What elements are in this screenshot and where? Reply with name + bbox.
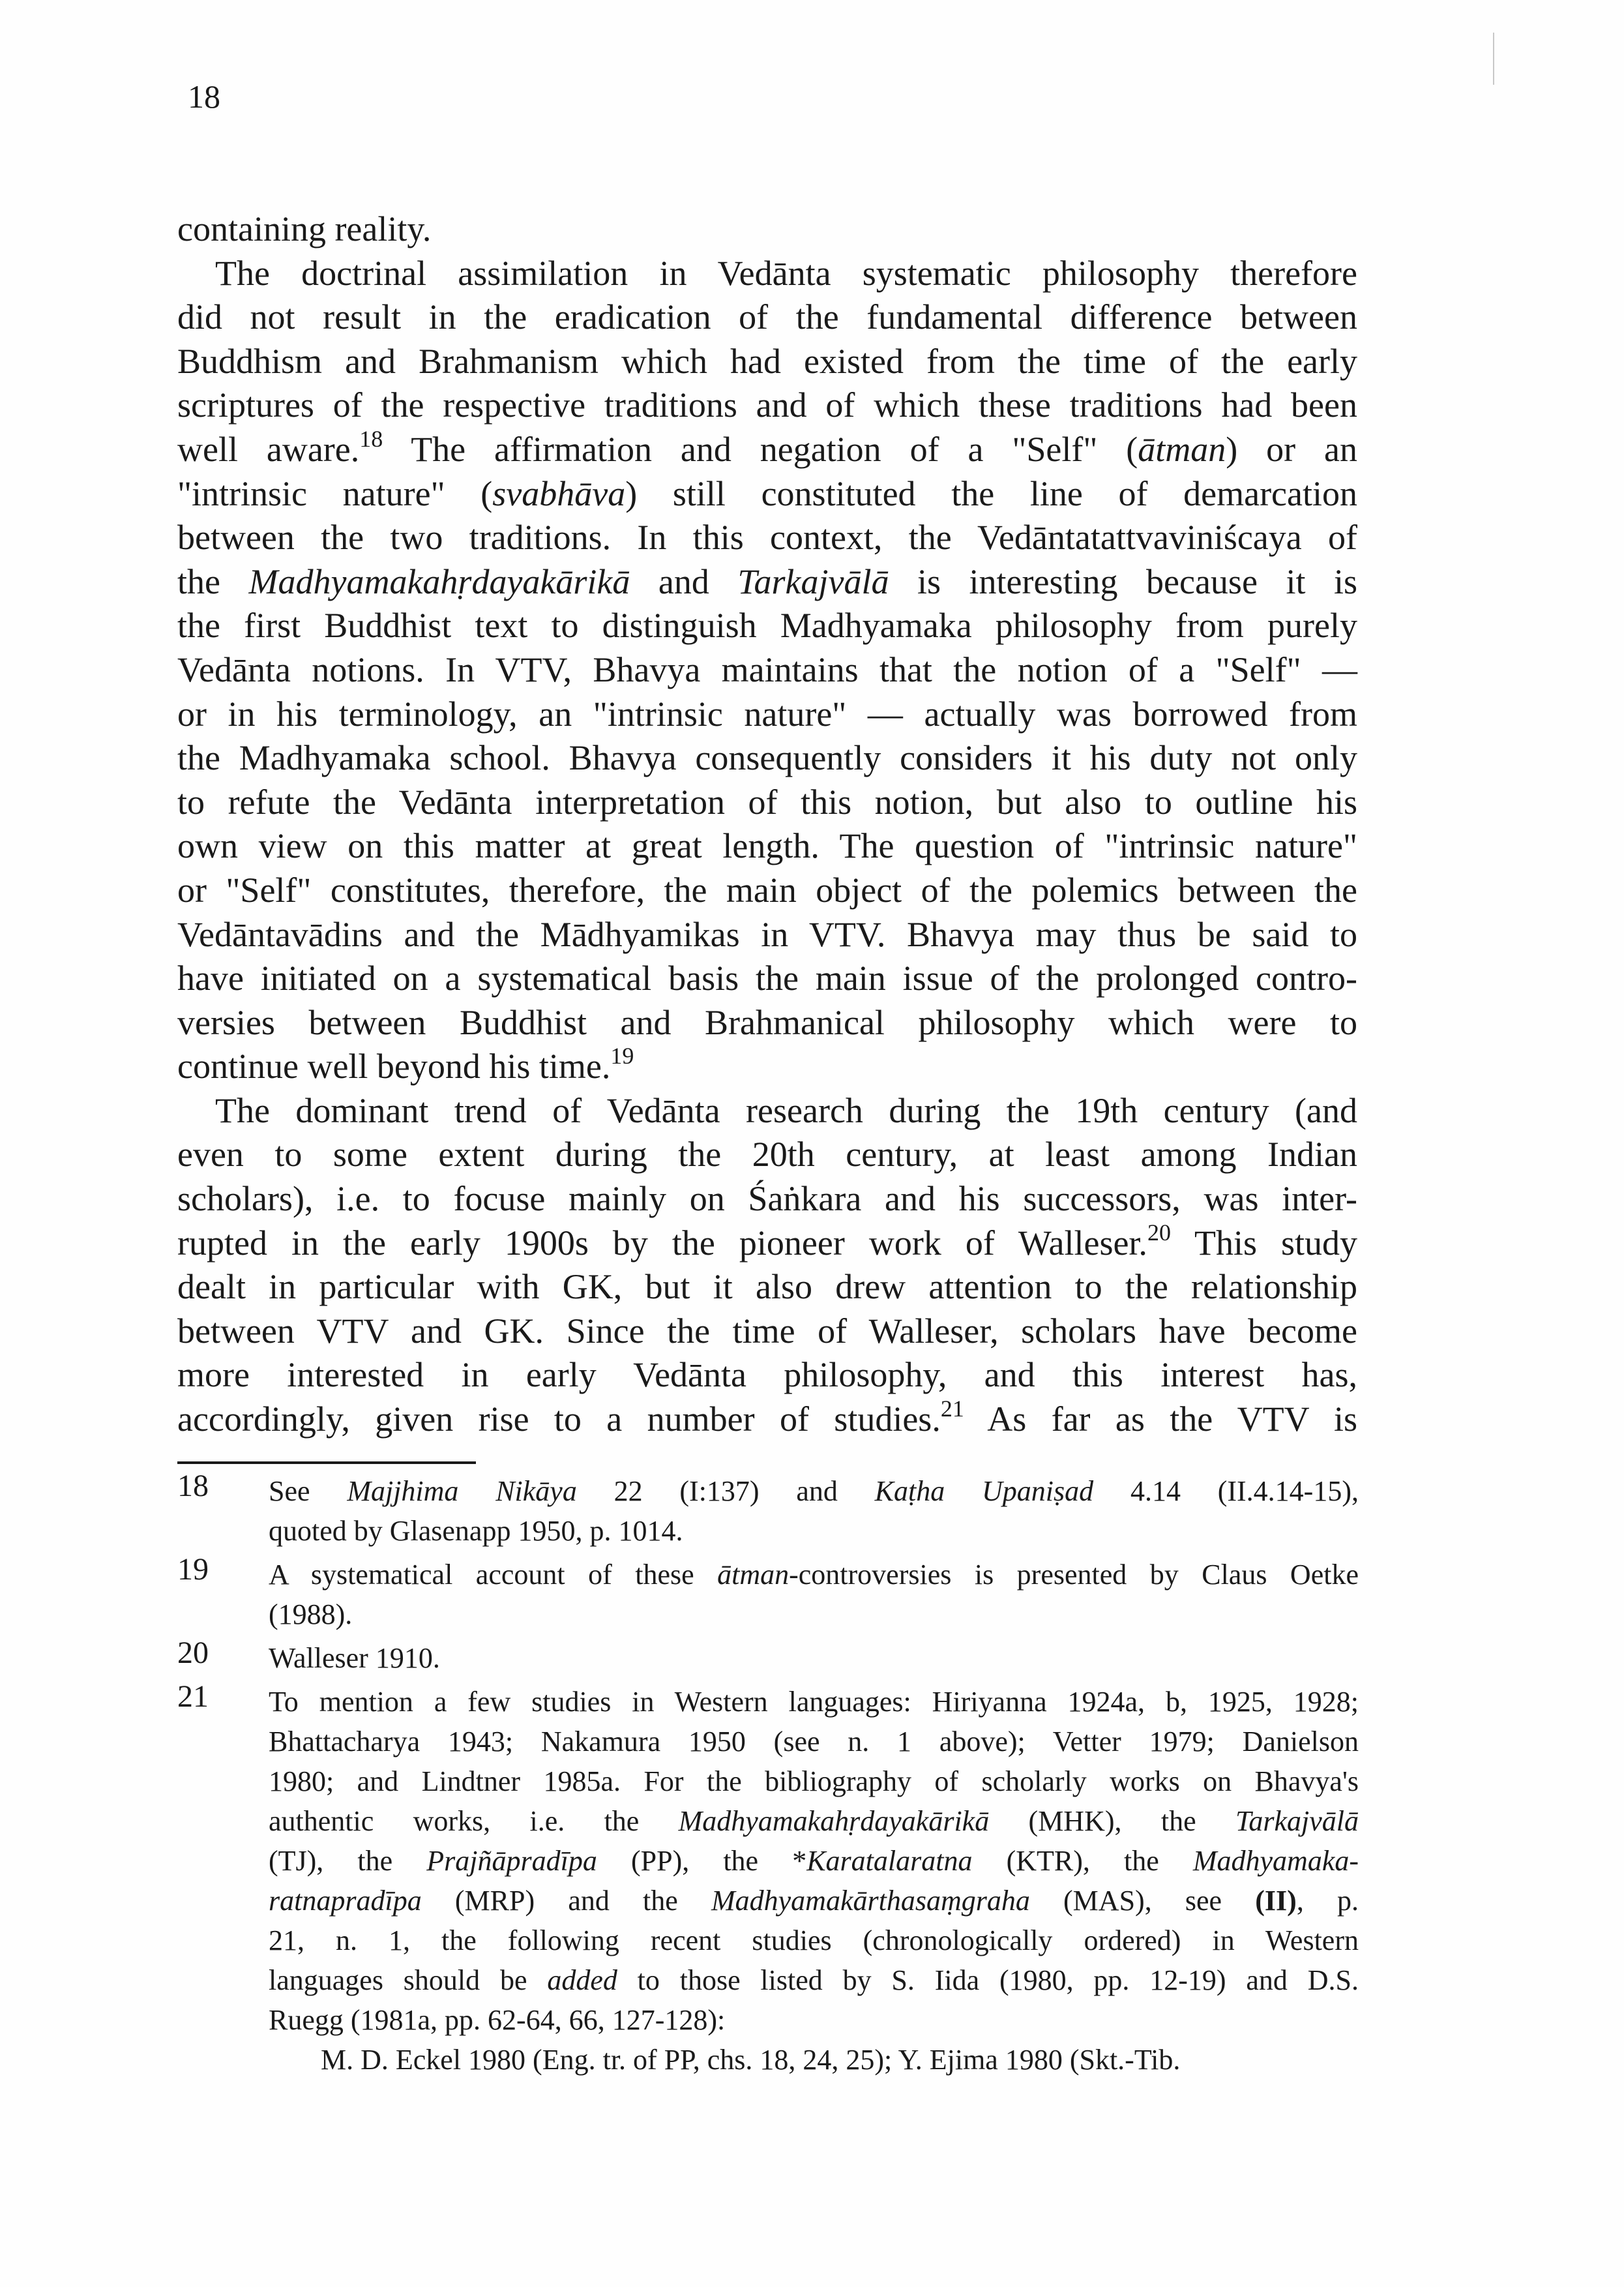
footnote-ref[interactable]: 21 — [940, 1396, 964, 1422]
footnote-text: See Majjhima Nikāya 22 (I:137) and Kaṭha Upaniṣad 4.14 (II.4.14-15), quoted by Glasenapp 1950, p. 1014. — [269, 1475, 1359, 1547]
footnote-ref[interactable]: 19 — [610, 1043, 634, 1069]
body-line: between the two traditions. In this context, the Vedāntatattvaviniścaya of — [177, 518, 1357, 558]
body-text — [177, 207, 1357, 1442]
body-line: Buddhism and Brahmanism which had existed from the time of the early — [177, 341, 1357, 381]
footnote-number: 18 — [177, 1469, 209, 1503]
body-line: well aware.$^{18}$ The affirmation and negation of a "Self" (ātman) or an — [177, 425, 1358, 469]
body-line: Vedānta notions. In VTV, Bhavya maintains that the notion of a "Self" — — [177, 650, 1357, 689]
body-line: scholars), i.e. to focuse mainly on Śaṅkara and his successors, was inter- — [177, 1179, 1357, 1219]
body-line: "intrinsic nature" (svabhāva) still constituted the line of demarcation — [177, 473, 1357, 513]
body-line: Vedāntavādins and the Mādhyamikas in VTV. Bhavya may thus be said to — [177, 914, 1357, 954]
body-line: versies between Buddhist and Brahmanical philosophy which were to — [177, 1002, 1357, 1042]
footnote-number: 19 — [177, 1552, 209, 1587]
body-line: the Madhyamakahṛdayakārikā and Tarkajvālā is interesting because it is — [177, 561, 1357, 601]
body-line: more interested in early Vedānta philosophy, and this interest has, — [177, 1355, 1357, 1395]
footnote-divider — [177, 1461, 476, 1464]
footnote-text: To mention a few studies in Western languages: Hiriyanna 1924a, b, 1925, 1928; Bhattacharya 1943; Nakamura 1950 (see n. 1 above); Vetter 1979; Danielson 1980; and Lindtner 1985a. For the bibliography of scholarly works on Bhavya's authentic works, i.e. the Madhyamakahṛdayakārikā (MHK), the Tarkajvālā (TJ), the Prajñāpradīpa (PP), the *Karatalaratna (KTR), the Madhyamaka- ratnapradīpa (MRP) and the Madhyamakārthasaṃgraha (MAS), see (II), p. 21, n. 1, the following recent studies (chronologically ordered) in Western languages should be added to those listed by S. Iida (1980, pp. 12-19) and D.S. Ruegg (1981a, pp. 62-64, 66, 127-128): M. D. Eckel 1980 (Eng. tr. of PP, chs. 18, 24, 25); Y. Ejima 1980 (Skt.-Tib. — [269, 1686, 1359, 2076]
footnote-ref[interactable]: 18 — [359, 425, 383, 452]
footnote-number: 21 — [177, 1679, 209, 1714]
body-line: dealt in particular with GK, but it also drew attention to the relationship — [177, 1267, 1357, 1307]
footnote-text: A systematical account of these ātman-controversies is presented by Claus Oetke (1988). — [269, 1559, 1359, 1630]
scan-artifact — [1493, 33, 1494, 85]
body-line: did not result in the eradication of the fundamental difference between — [177, 297, 1357, 337]
body-line: between VTV and GK. Since the time of Walleser, scholars have become — [177, 1311, 1357, 1351]
footnote-18 — [177, 1471, 1359, 1551]
body-line: The dominant trend of Vedānta research during the 19th century (and — [215, 1090, 1357, 1130]
body-line: own view on this matter at great length. The question of "intrinsic nature" — [177, 826, 1357, 866]
body-line: rupted in the early 1900s by the pioneer work of Walleser.$^{20}$ This study — [177, 1219, 1358, 1263]
footnote-21 — [177, 1679, 1359, 2080]
body-line: the Madhyamaka school. Bhavya consequently considers it his duty not only — [177, 738, 1357, 778]
footnotes — [177, 1471, 1359, 2084]
body-line: containing reality. — [177, 209, 432, 248]
footnote-20 — [177, 1638, 1359, 1678]
footnote-text: Walleser 1910. — [269, 1642, 440, 1674]
body-line: continue well beyond his time.$^{19}$ — [177, 1043, 634, 1086]
body-line: to refute the Vedānta interpretation of this notion, but also to outline his — [177, 782, 1357, 822]
body-line: the first Buddhist text to distinguish Madhyamaka philosophy from purely — [177, 606, 1357, 646]
body-line: or "Self" constitutes, therefore, the main object of the polemics between the — [177, 870, 1357, 910]
body-line: scriptures of the respective traditions and of which these traditions had been — [177, 385, 1357, 425]
footnote-19 — [177, 1552, 1359, 1634]
footnote-ref[interactable]: 20 — [1147, 1219, 1171, 1246]
body-line: The doctrinal assimilation in Vedānta systematic philosophy therefore — [215, 253, 1357, 293]
body-line: or in his terminology, an "intrinsic nature" — actually was borrowed from — [177, 694, 1357, 734]
body-line: even to some extent during the 20th century, at least among Indian — [177, 1135, 1357, 1174]
footnote-number: 20 — [177, 1636, 209, 1670]
page-number: 18 — [188, 78, 220, 115]
body-line: accordingly, given rise to a number of studies.$^{21}$ As far as the VTV is — [177, 1396, 1358, 1439]
body-line: have initiated on a systematical basis the main issue of the prolonged contro- — [177, 959, 1357, 998]
